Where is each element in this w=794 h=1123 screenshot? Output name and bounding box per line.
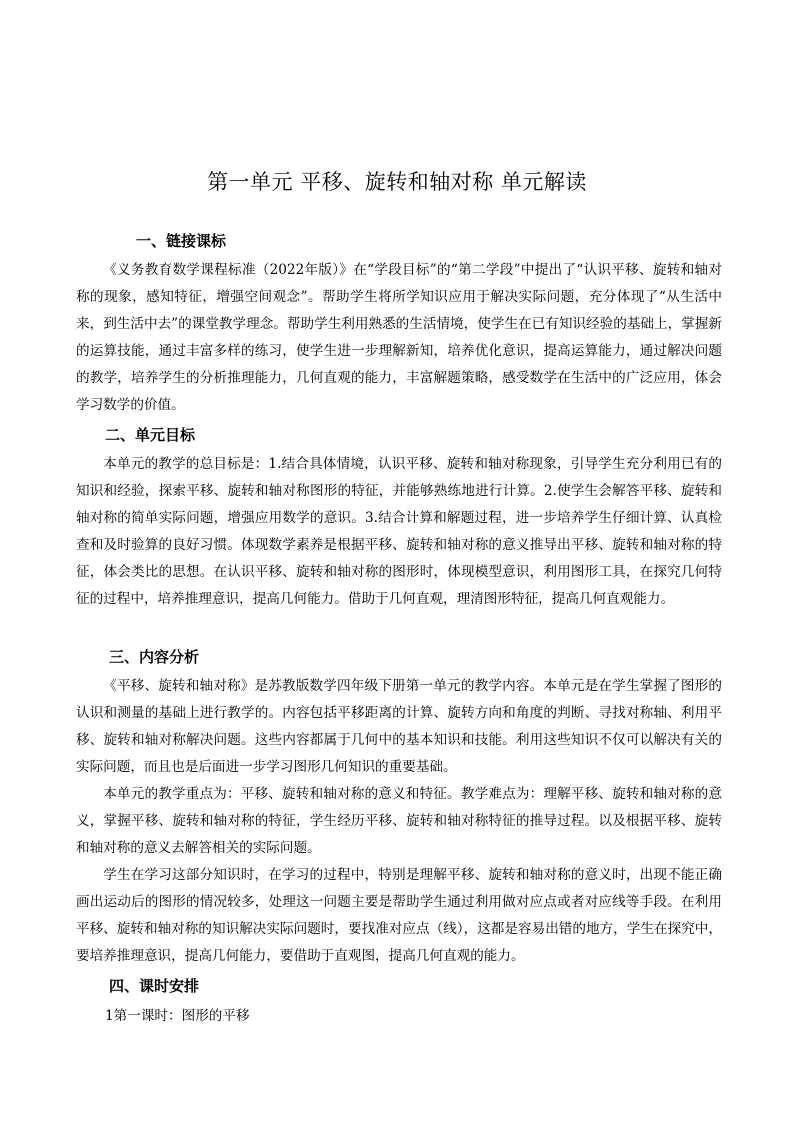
lesson-item-1: 1第一课时：图形的平移	[105, 1008, 250, 1024]
paragraph-unit-goals: 本单元的教学的总目标是：1.结合具体情境，认识平移、旋转和轴对称现象，引导学生充分利用已有的知识和经验，探索平移、旋转和轴对称图形的特征，并能够熟练地进行计算。2.使学生会解答平移、旋转和轴对称的简单实际问题，增强应用数学的意识。3.结合计算和解题过程，进一步培养学生仔细计算、认真检查和及时验算的良好习惯。体现数学素养是根据平移、旋转和轴对称的意义推导出平移、旋转和轴对称的特征，体会类比的思想。在认识平移、旋转和轴对称的图形时，体现模型意识，利用图形工具，在探究几何特征的过程中，培养推理意识，提高几何能力。借助于几何直观，理清图形特征，提高几何直观能力。	[76, 456, 722, 607]
paragraph-learning-difficulties: 学生在学习这部分知识时，在学习的过程中，特别是理解平移、旋转和轴对称的意义时，出现不能正确画出运动后的图形的情况较多，处理这一问题主要是帮助学生通过利用做对应点或者对应线等手段。在利用平移、旋转和轴对称的知识解决实际问题时，要找准对应点（线），这都是容易出错的地方，学生在探究中，要培养推理意识，提高几何能力，要借助于直观图，提高几何直观的能力。	[76, 867, 722, 964]
paragraph-content-analysis: 《平移、旋转和轴对称》是苏教版数学四年级下册第一单元的教学内容。本单元是在学生掌握了图形的认识和测量的基础上进行教学的。内容包括平移距离的计算、旋转方向和角度的判断、寻找对称轴、利用平移、旋转和轴对称解决问题。这些内容都属于几何中的基本知识和技能。利用这些知识不仅可以解决有关的实际问题，而且也是后面进一步学习图形几何知识的重要基础。	[76, 678, 722, 775]
page-title: 第一单元 平移、旋转和轴对称 单元解读	[207, 170, 587, 194]
paragraph-curriculum: 《义务教育数学课程标准（2022年版）》在“学段目标”的“第二学段”中提出了“认识平移、旋转和轴对称的现象，感知特征，增强空间观念”。帮助学生将所学知识应用于解决实际问题，充分体现了“从生活中来，到生活中去”的课堂教学理念。帮助学生利用熟悉的生活情境，使学生在已有知识经验的基础上，掌握新的运算技能，通过丰富多样的练习，使学生进一步理解新知，培养优化意识，提高运算能力，通过解决问题的教学，培养学生的分析推理能力，几何直观的能力，丰富解题策略，感受数学在生活中的广泛应用，体会学习数学的价值。	[76, 262, 722, 413]
paragraph-key-points: 本单元的教学重点为：平移、旋转和轴对称的意义和特征。教学难点为：理解平移、旋转和轴对称的意义，掌握平移、旋转和轴对称的特征，学生经历平移、旋转和轴对称特征的推导过程。以及根据平移、旋转和轴对称的意义去解答相关的实际问题。	[76, 786, 722, 856]
section-heading-1: 一、链接课标	[136, 232, 227, 250]
section-heading-3: 三、内容分析	[109, 648, 200, 666]
section-heading-4: 四、课时安排	[109, 977, 200, 995]
section-heading-2: 二、单元目标	[105, 426, 196, 444]
